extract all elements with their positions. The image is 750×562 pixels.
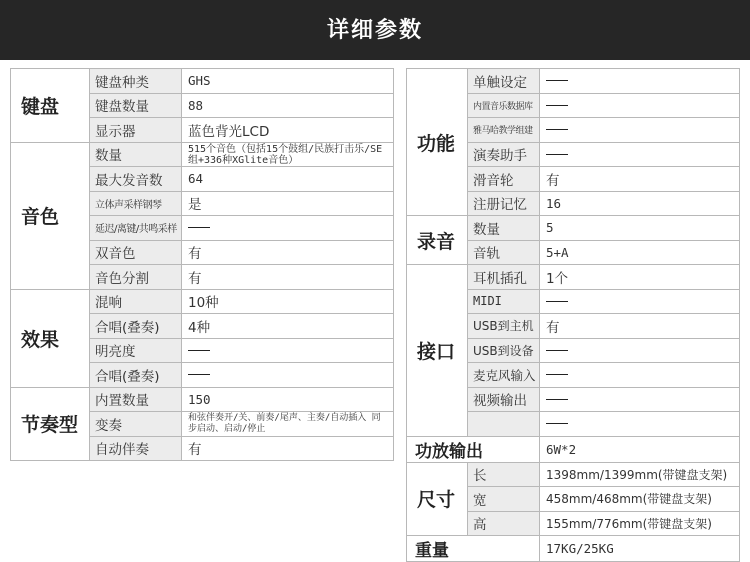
spec-value: 有 bbox=[540, 167, 740, 192]
table-row bbox=[407, 216, 740, 241]
spec-value: 有 bbox=[182, 436, 394, 461]
category-dimensions: 尺寸 bbox=[407, 462, 468, 536]
spec-label: 音色分割 bbox=[90, 265, 182, 290]
page-header bbox=[0, 0, 750, 60]
spec-label: 立体声采样钢琴 bbox=[90, 191, 182, 216]
category-effects: 效果 bbox=[11, 289, 90, 387]
spec-value: 150 bbox=[182, 387, 394, 412]
spec-label: 注册记忆 bbox=[468, 191, 540, 216]
spec-label: 演奏助手 bbox=[468, 142, 540, 167]
spec-label: 内置音乐数据库 bbox=[468, 93, 540, 118]
spec-label: 高 bbox=[468, 511, 540, 536]
spec-table-left bbox=[10, 68, 394, 461]
table-row bbox=[11, 142, 394, 167]
spec-value bbox=[540, 69, 740, 94]
spec-label: 雅马哈教学组建 bbox=[468, 118, 540, 143]
table-row bbox=[407, 462, 740, 487]
spec-label: 耳机插孔 bbox=[468, 265, 540, 290]
spec-label: 宽 bbox=[468, 487, 540, 512]
spec-value: 64 bbox=[182, 167, 394, 192]
spec-value: 155mm/776mm(带键盘支架) bbox=[540, 511, 740, 536]
spec-value: 是 bbox=[182, 191, 394, 216]
spec-value: 4种 bbox=[182, 314, 394, 339]
category-functions: 功能 bbox=[407, 69, 468, 216]
table-row bbox=[407, 536, 740, 562]
spec-value: 1个 bbox=[540, 265, 740, 290]
spec-label: 数量 bbox=[90, 142, 182, 167]
spec-label: USB到设备 bbox=[468, 338, 540, 363]
spec-value: 88 bbox=[182, 93, 394, 118]
spec-label: 麦克风输入 bbox=[468, 363, 540, 388]
spec-label: 音轨 bbox=[468, 240, 540, 265]
spec-value: 16 bbox=[540, 191, 740, 216]
spec-label: 双音色 bbox=[90, 240, 182, 265]
table-row bbox=[407, 265, 740, 290]
spec-label: 变奏 bbox=[90, 412, 182, 437]
spec-label bbox=[468, 412, 540, 437]
dash-mark bbox=[546, 129, 568, 130]
spec-value bbox=[540, 93, 740, 118]
spec-value bbox=[540, 142, 740, 167]
spec-value: 有 bbox=[182, 265, 394, 290]
weight-label: 重量 bbox=[407, 536, 540, 562]
spec-label: 显示器 bbox=[90, 118, 182, 143]
dash-mark bbox=[188, 350, 210, 351]
spec-label: 最大发音数 bbox=[90, 167, 182, 192]
spec-value bbox=[182, 363, 394, 388]
spec-value: 10种 bbox=[182, 289, 394, 314]
table-row bbox=[11, 387, 394, 412]
category-interfaces: 接口 bbox=[407, 265, 468, 437]
spec-value: 和弦伴奏开/关、前奏/尾声、主奏/自动插入 同步启动、启动/停止 bbox=[182, 412, 394, 437]
spec-label: 视频输出 bbox=[468, 387, 540, 412]
spec-label: 单触设定 bbox=[468, 69, 540, 94]
dash-mark bbox=[546, 374, 568, 375]
spec-value bbox=[540, 363, 740, 388]
spec-value: 17KG/25KG bbox=[540, 536, 740, 562]
spec-label: 延迟/离键/共鸣采样 bbox=[90, 216, 182, 241]
spec-value: 有 bbox=[540, 314, 740, 339]
amp-label: 功放输出 bbox=[407, 436, 540, 462]
spec-label: 合唱(叠奏) bbox=[90, 314, 182, 339]
spec-label: 键盘种类 bbox=[90, 69, 182, 94]
spec-value: 有 bbox=[182, 240, 394, 265]
spec-label: MIDI bbox=[468, 289, 540, 314]
category-rhythm: 节奏型 bbox=[11, 387, 90, 461]
spec-label: 明亮度 bbox=[90, 338, 182, 363]
spec-label: 合唱(叠奏) bbox=[90, 363, 182, 388]
spec-value bbox=[540, 289, 740, 314]
dash-mark bbox=[546, 350, 568, 351]
spec-value bbox=[182, 216, 394, 241]
spec-label: 自动伴奏 bbox=[90, 436, 182, 461]
spec-label: 键盘数量 bbox=[90, 93, 182, 118]
dash-mark bbox=[546, 154, 568, 155]
spec-label: 内置数量 bbox=[90, 387, 182, 412]
dash-mark bbox=[188, 227, 210, 228]
dash-mark bbox=[546, 399, 568, 400]
spec-label: 数量 bbox=[468, 216, 540, 241]
dash-mark bbox=[546, 301, 568, 302]
dash-mark bbox=[188, 374, 210, 375]
spec-value: 515个音色（包括15个鼓组/民族打击乐/SE组+336种XGlite音色） bbox=[182, 142, 394, 167]
spec-value: 6W*2 bbox=[540, 436, 740, 462]
category-voice: 音色 bbox=[11, 142, 90, 289]
spec-label: 滑音轮 bbox=[468, 167, 540, 192]
spec-label: 混响 bbox=[90, 289, 182, 314]
table-row bbox=[11, 69, 394, 94]
spec-value: 458mm/468mm(带键盘支架) bbox=[540, 487, 740, 512]
spec-value bbox=[182, 338, 394, 363]
table-row bbox=[11, 289, 394, 314]
spec-value: 5 bbox=[540, 216, 740, 241]
spec-value bbox=[540, 387, 740, 412]
spec-value: 蓝色背光LCD bbox=[182, 118, 394, 143]
dash-mark bbox=[546, 423, 568, 424]
table-row bbox=[407, 436, 740, 462]
category-recording: 录音 bbox=[407, 216, 468, 265]
spec-value: GHS bbox=[182, 69, 394, 94]
spec-value: 1398mm/1399mm(带键盘支架) bbox=[540, 462, 740, 487]
spec-table-right bbox=[406, 68, 740, 562]
category-keyboard: 键盘 bbox=[11, 69, 90, 143]
spec-value bbox=[540, 118, 740, 143]
spec-label: 长 bbox=[468, 462, 540, 487]
spec-value bbox=[540, 338, 740, 363]
dash-mark bbox=[546, 105, 568, 106]
table-row bbox=[407, 69, 740, 94]
dash-mark bbox=[546, 80, 568, 81]
spec-value bbox=[540, 412, 740, 437]
spec-label: USB到主机 bbox=[468, 314, 540, 339]
spec-value: 5+A bbox=[540, 240, 740, 265]
page-title: 详细参数 bbox=[326, 18, 423, 43]
